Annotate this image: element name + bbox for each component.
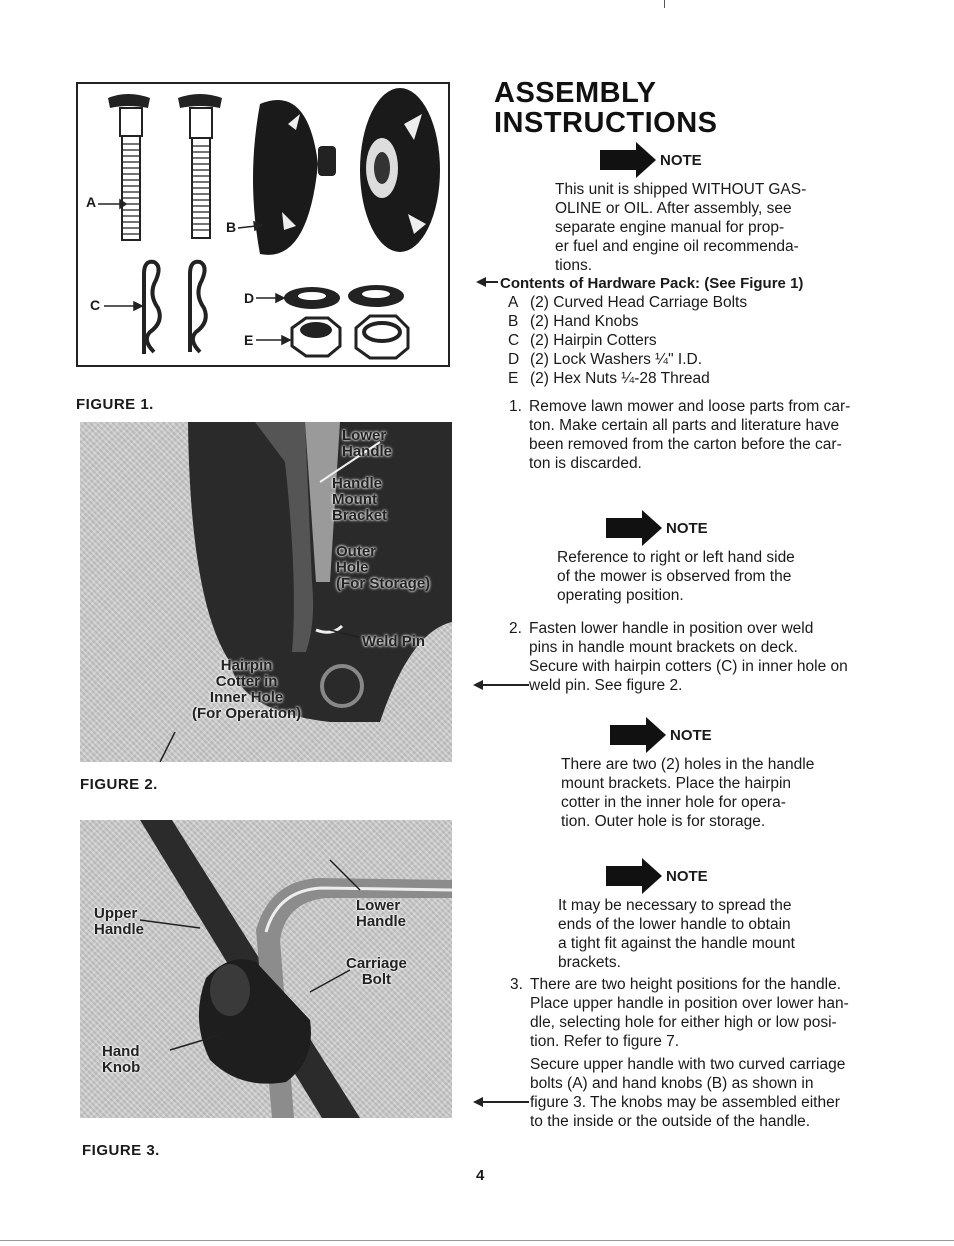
note-label: NOTE [666, 519, 708, 537]
arrow-right-icon [610, 717, 666, 753]
margin-arrow [475, 1101, 529, 1103]
hand-knob-icon [360, 88, 440, 252]
margin-arrow [475, 684, 529, 686]
note-4-heading [606, 858, 708, 894]
step-2: 2. Fasten lower handle in position over weld pins in handle mount brackets on deck. Secure with hairpin cotters (C) in inner hole on weld pin. See figure 2. [509, 620, 848, 694]
note-label: NOTE [666, 867, 708, 885]
arrow-right-icon [606, 510, 662, 546]
figure-1-caption: FIGURE 1. [76, 396, 154, 413]
figure-2-caption: FIGURE 2. [80, 776, 158, 793]
note-1-text: This unit is shipped WITHOUT GAS- OLINE or OIL. After assembly, see separate engine manual for prop- er fuel and engine oil recommenda- tions. [555, 181, 807, 274]
figure-2 [80, 422, 452, 762]
label-hand-knob: Hand Knob [102, 1043, 141, 1076]
label-lower-handle: Lower Handle [342, 427, 393, 460]
note-label: NOTE [670, 726, 712, 744]
list-item: D (2) Lock Washers ¼" I.D. [508, 351, 703, 368]
note-3-heading [610, 717, 712, 753]
figure-3 [80, 820, 452, 1118]
hardware-illustration [78, 84, 448, 365]
list-item: C (2) Hairpin Cotters [508, 332, 657, 349]
divider [0, 1240, 954, 1241]
arrow-right-icon [606, 858, 662, 894]
list-item: E (2) Hex Nuts ¼-28 Thread [508, 370, 710, 387]
note-1-heading [600, 142, 702, 178]
label-hairpin-cotter: Hairpin Cotter in Inner Hole (For Operation) [192, 657, 302, 722]
carriage-bolt-icon [178, 94, 222, 238]
note-label: NOTE [660, 151, 702, 169]
hairpin-cotter-icon [144, 262, 160, 354]
label-c: C [90, 297, 101, 313]
figure-3-caption: FIGURE 3. [82, 1142, 160, 1159]
label-upper-handle: Upper Handle [94, 905, 145, 938]
arrow-right-icon [600, 142, 656, 178]
label-outer-hole: Outer Hole (For Storage) [336, 543, 431, 592]
label-b: B [226, 219, 237, 235]
hand-knob-icon [253, 100, 336, 255]
label-d: D [244, 290, 255, 306]
hardware-list [508, 293, 747, 388]
label-handle-mount-bracket: Handle Mount Bracket [332, 475, 388, 524]
page-number: 4 [476, 1167, 485, 1184]
step-3-continued: Secure upper handle with two curved carriage bolts (A) and hand knobs (B) as shown in figure 3. The knobs may be assembled either to the inside or the outside of the handle. [530, 1056, 846, 1130]
note-2-heading [606, 510, 708, 546]
label-carriage-bolt: Carriage Bolt [346, 955, 407, 988]
figure-1 [76, 82, 450, 367]
note-3-text: There are two (2) holes in the handle mount brackets. Place the hairpin cotter in the inner hole for opera- tion. Outer hole is for storage. [561, 756, 815, 830]
lock-washer-icon [284, 287, 340, 309]
list-item: A (2) Curved Head Carriage Bolts [508, 294, 748, 311]
hex-nut-icon [356, 316, 408, 358]
note-4-text: It may be necessary to spread the ends of the lower handle to obtain a tight fit against the handle mount brackets. [558, 897, 795, 971]
label-lower-handle: Lower Handle [356, 897, 407, 930]
label-a: A [86, 194, 97, 210]
label-weld-pin: Weld Pin [362, 633, 426, 650]
divider [664, 0, 665, 8]
list-item: B (2) Hand Knobs [508, 313, 639, 330]
note-2-text: Reference to right or left hand side of the mower is observed from the operating position. [557, 549, 795, 604]
step-3: 3. There are two height positions for the handle. Place upper handle in position over lower han- dle, selecting hole for either high or low posi- tion. Refer to figure 7. [510, 976, 849, 1050]
hardware-heading: Contents of Hardware Pack: (See Figure 1) [500, 275, 804, 292]
lock-washer-icon [348, 285, 404, 307]
carriage-bolt-icon [108, 94, 150, 240]
step-1: 1. Remove lawn mower and loose parts from car- ton. Make certain all parts and literature have been removed from the carton before the car- ton is discarded. [509, 398, 851, 472]
label-e: E [244, 332, 254, 348]
page-title: ASSEMBLY INSTRUCTIONS [494, 77, 718, 139]
margin-arrow [478, 281, 498, 283]
hairpin-cotter-icon [190, 262, 206, 352]
hex-nut-icon [292, 318, 340, 356]
